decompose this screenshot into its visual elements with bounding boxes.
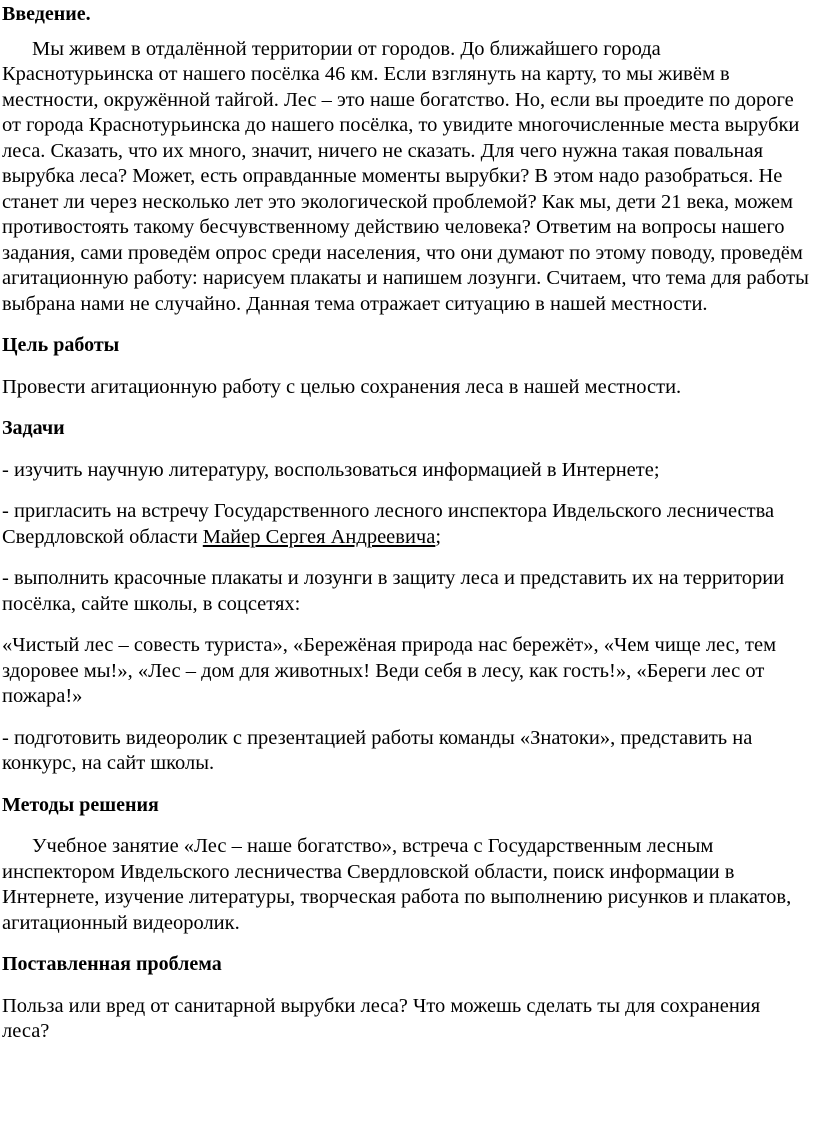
task-item-invite-prefix: - пригласить на встречу Государственного лесного инспектора Ивдельского лесничества Свердловской области xyxy=(2,500,775,548)
task-item-invite-suffix: ; xyxy=(435,525,442,548)
task-item-invite xyxy=(2,499,810,550)
intro-paragraph: Мы живем в отдалённой территории от городов. До ближайшего города Краснотурьинска от нашего посёлка 46 км. Если взглянуть на карту, то мы живём в местности, окружённой тайгой. Лес – это наше богатство. Но, если вы проедите по дороге от города Краснотурьинска до нашего посёлка, то увидите многочисленные места вырубки леса. Сказать, что их много, значит, ничего не сказать. Для чего нужна такая повальная вырубка леса? Может, есть оправданные моменты вырубки? В этом надо разобраться. Не станет ли через несколько лет это экологической проблемой? Как мы, дети 21 века, можем противостоять такому бесчувственному действию человека? Ответим на вопросы нашего задания, сами проведём опрос среди населения, что они думают по этому поводу, проведём агитационную работу: нарисуем плакаты и напишем лозунги. Считаем, что тема для работы выбрана нами не случайно. Данная тема отражает ситуацию в нашей местности. xyxy=(2,37,809,315)
methods-text: Учебное занятие «Лес – наше богатство», встреча с Государственным лесным инспектором Ивдельского лесничества Свердловской области, поиск информации в Интернете, изучение литературы, творческая работа по выполнению рисунков и плакатов, агитационный видеоролик. xyxy=(2,835,792,934)
intro-heading: Введение. xyxy=(2,3,91,25)
methods-heading: Методы решения xyxy=(2,793,159,816)
goal-text: Провести агитационную работу с целью сохранения леса в нашей местности. xyxy=(2,375,682,398)
tasks-heading: Задачи xyxy=(2,417,65,439)
task-item-video: - подготовить видеоролик с презентацией работы команды «Знатоки», представить на конкурс, на сайт школы. xyxy=(2,726,753,774)
slogans-text: «Чистый лес – совесть туриста», «Бережёная природа нас бережёт», «Чем чище лес, тем здоровее мы!», «Лес – дом для животных! Веди себя в лесу, как гость!», «Береги лес от пожара!» xyxy=(2,634,777,707)
task-item-posters: - выполнить красочные плакаты и лозунги в защиту леса и представить их на территории посёлка, сайте школы, в соцсетях: xyxy=(2,567,785,615)
task-item-literature: - изучить научную литературу, воспользоваться информацией в Интернете; xyxy=(2,458,660,481)
inspector-name: Майер Сергея Андреевича xyxy=(202,525,436,548)
problem-text: Польза или вред от санитарной вырубки леса? Что можешь сделать ты для сохранения леса? xyxy=(2,994,761,1042)
problem-heading: Поставленная проблема xyxy=(2,953,222,975)
goal-heading: Цель работы xyxy=(2,334,120,356)
